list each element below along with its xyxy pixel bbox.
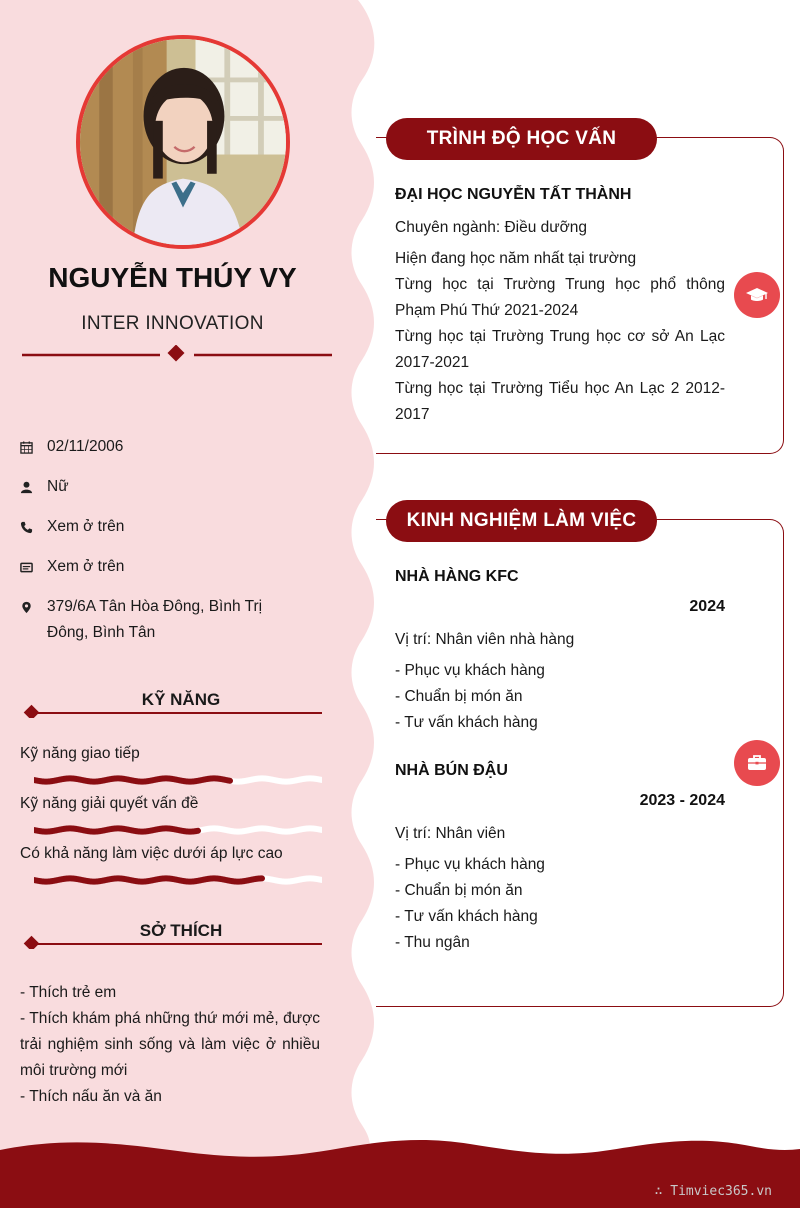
hobbies-list	[20, 980, 320, 1110]
user-icon	[20, 474, 47, 500]
hobby-item: - Thích nấu ăn và ăn	[20, 1088, 162, 1105]
contact-address-text: 379/6A Tân Hòa Đông, Bình Trị Đông, Bình Tân	[47, 598, 263, 641]
job-task: - Tư vấn khách hàng	[395, 714, 538, 731]
contact-birthdate-text: 02/11/2006	[47, 438, 124, 455]
job-tasks	[395, 658, 725, 736]
job-position: Vị trí: Nhân viên	[395, 825, 506, 842]
education-detail: Từng học tại Trường Trung học phổ thông Phạm Phú Thứ 2021-2024	[395, 276, 725, 319]
job-task: - Thu ngân	[395, 934, 470, 951]
avatar	[76, 35, 290, 249]
contact-gender	[20, 474, 320, 500]
job-task: - Phục vụ khách hàng	[395, 662, 545, 679]
contact-address	[20, 594, 280, 646]
skill-level-bar	[34, 873, 322, 887]
job-position: Vị trí: Nhân viên nhà hàng	[395, 631, 575, 648]
hobby-item: - Thích trẻ em	[20, 984, 117, 1001]
job-task: - Tư vấn khách hàng	[395, 908, 538, 925]
contact-phone	[20, 514, 320, 540]
skill-bar-fill	[34, 778, 230, 781]
candidate-name: NGUYỄN THÚY VY	[48, 262, 297, 293]
graduation-cap-icon	[734, 272, 780, 318]
watermark: ∴ Timviec365.vn	[654, 1184, 772, 1199]
email-icon	[20, 554, 47, 580]
name-divider	[22, 345, 332, 365]
job-tasks	[395, 852, 725, 956]
candidate-company: INTER INNOVATION	[81, 313, 264, 334]
hobby-item: - Thích khám phá những thứ mới mẻ, được trải nghiệm sinh sống và làm việc ở nhiều môi trường mới	[20, 1010, 320, 1079]
skill-label: Kỹ năng giao tiếp	[20, 745, 140, 762]
contact-phone-text: Xem ở trên	[47, 518, 125, 535]
briefcase-icon	[734, 740, 780, 786]
skills-title: KỸ NĂNG	[141, 690, 221, 709]
contact-email	[20, 554, 320, 580]
contact-gender-text: Nữ	[47, 478, 69, 495]
hobbies-title: SỞ THÍCH	[139, 921, 223, 940]
hobbies-heading	[20, 921, 322, 951]
job-task: - Chuẩn bị món ăn	[395, 882, 523, 899]
job-company: NHÀ HÀNG KFC	[395, 568, 519, 585]
skill-bar-fill	[34, 878, 262, 881]
skill-level-bar	[34, 823, 322, 837]
contact-email-text: Xem ở trên	[47, 558, 125, 575]
skill-bar-fill	[34, 828, 198, 831]
skill-level-bar	[34, 773, 322, 787]
education-details	[395, 246, 725, 428]
job-task: - Phục vụ khách hàng	[395, 856, 545, 873]
education-school: ĐẠI HỌC NGUYỄN TẤT THÀNH	[395, 186, 632, 203]
skills-heading-line	[20, 702, 322, 718]
education-major: Chuyên ngành: Điều dưỡng	[395, 219, 588, 236]
experience-title: KINH NGHIỆM LÀM VIỆC	[386, 500, 657, 542]
education-title: TRÌNH ĐỘ HỌC VẤN	[386, 118, 657, 160]
job-period: 2023 - 2024	[639, 792, 725, 809]
hobbies-heading-line	[20, 933, 322, 949]
skills-heading	[20, 690, 322, 720]
education-detail: Hiện đang học năm nhất tại trường	[395, 250, 637, 267]
contact-birthdate	[20, 434, 320, 460]
calendar-icon	[20, 434, 47, 460]
skill-label: Có khả năng làm việc dưới áp lực cao	[20, 845, 283, 862]
education-detail: Từng học tại Trường Tiểu học An Lạc 2 2012-2017	[395, 380, 725, 423]
phone-icon	[20, 514, 47, 540]
skill-label: Kỹ năng giải quyết vấn đề	[20, 795, 199, 812]
job-company: NHÀ BÚN ĐẬU	[395, 762, 508, 779]
location-icon	[20, 594, 47, 620]
job-period: 2024	[689, 598, 725, 615]
job-task: - Chuẩn bị món ăn	[395, 688, 523, 705]
profile-photo	[80, 39, 286, 245]
education-detail: Từng học tại Trường Trung học cơ sở An Lạc 2017-2021	[395, 328, 725, 371]
